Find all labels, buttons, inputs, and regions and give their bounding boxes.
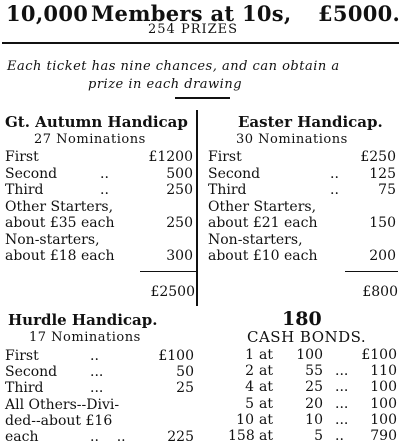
bond-amount: 20	[305, 395, 323, 412]
bond-count: 5	[245, 395, 254, 412]
prizes-count: 254 PRIZES	[148, 22, 239, 37]
hurdle-row-value: 225	[167, 429, 194, 445]
easter-row-label: about £10 each	[208, 248, 318, 264]
bond-at: at	[259, 428, 273, 444]
autumn-row-label: about £18 each	[5, 248, 115, 264]
bond-at: at	[259, 379, 273, 396]
note-line-1: Each ticket has nine chances, and can obtain a	[7, 59, 340, 74]
header-rule	[2, 42, 399, 44]
bond-dots: ...	[335, 363, 349, 380]
hurdle-row-value: £100	[158, 348, 194, 364]
hurdle-row-dots: ..	[90, 348, 99, 364]
bond-total: £100	[361, 347, 397, 363]
hurdle-row-value: 50	[176, 364, 194, 381]
hurdle-row-label: ded--about £16	[5, 412, 113, 429]
hurdle-row-label: First	[5, 348, 39, 364]
autumn-total-rule	[140, 271, 196, 272]
bond-amount: 25	[305, 379, 323, 396]
autumn-row-value: £1200	[148, 149, 193, 165]
hurdle-title: Hurdle Handicap.	[8, 311, 158, 329]
hurdle-row-label: each	[5, 429, 39, 445]
autumn-row-value: 250	[166, 182, 193, 198]
easter-row-label: Other Starters,	[208, 198, 317, 215]
bond-count: 1	[245, 347, 254, 363]
bond-at: at	[259, 363, 273, 380]
easter-nominations: 30 Nominations	[236, 132, 348, 147]
autumn-row-label: about £35 each	[5, 215, 115, 231]
easter-total-rule	[345, 271, 398, 272]
autumn-row-label: Other Starters,	[5, 198, 114, 215]
bond-dots: ...	[335, 411, 349, 428]
autumn-nominations: 27 Nominations	[34, 132, 146, 147]
easter-row-dots: ..	[330, 165, 339, 182]
bond-at: at	[259, 411, 273, 428]
bonds-title: CASH BONDS.	[247, 328, 367, 346]
hurdle-row-label: Third	[5, 380, 44, 397]
bond-count: 4	[245, 379, 254, 396]
short-divider	[175, 97, 230, 99]
total-amount: £5000.	[318, 1, 401, 26]
autumn-row-label: First	[5, 149, 39, 165]
members-title: Members at 10s,	[91, 1, 292, 26]
bond-total: 100	[370, 411, 397, 428]
bond-count: 158	[228, 428, 255, 444]
bond-amount: 55	[305, 363, 323, 380]
easter-row-dots: ..	[330, 182, 339, 198]
autumn-row-label: Third	[5, 182, 44, 198]
hurdle-row-dots: ...	[90, 364, 104, 381]
hurdle-row-dots: .. ..	[90, 429, 126, 445]
bonds-number: 180	[282, 308, 322, 330]
easter-row-label: about £21 each	[208, 215, 318, 231]
bond-dots: ..	[335, 428, 344, 444]
bond-amount: 100	[296, 347, 323, 363]
easter-row-label: Second	[208, 165, 261, 182]
hurdle-row-label: Second	[5, 364, 58, 381]
autumn-row-label: Non-starters,	[5, 231, 100, 248]
note-line-2: prize in each drawing	[88, 77, 243, 92]
column-divider	[196, 110, 198, 306]
autumn-row-value: 250	[166, 215, 193, 231]
easter-row-label: Non-starters,	[208, 231, 303, 248]
easter-row-value: 75	[378, 182, 396, 198]
members-count: 10,000	[6, 1, 89, 26]
easter-title: Easter Handicap.	[238, 113, 383, 131]
hurdle-nominations: 17 Nominations	[29, 330, 141, 345]
bond-amount: 10	[305, 411, 323, 428]
autumn-row-dots: ..	[100, 182, 109, 198]
easter-row-value: 150	[369, 215, 396, 231]
easter-row-value: 125	[369, 165, 396, 182]
autumn-total: £2500	[150, 284, 195, 300]
autumn-row-value: 500	[166, 165, 193, 182]
easter-row-value: 200	[369, 248, 396, 264]
autumn-row-value: 300	[166, 248, 193, 264]
autumn-row-label: Second	[5, 165, 58, 182]
easter-row-value: £250	[360, 149, 396, 165]
autumn-title: Gt. Autumn Handicap	[5, 113, 188, 131]
easter-row-label: First	[208, 149, 242, 165]
easter-row-label: Third	[208, 182, 247, 198]
bond-dots: ...	[335, 379, 349, 396]
bond-amount: 5	[314, 428, 323, 444]
bond-count: 2	[245, 363, 254, 380]
bond-at: at	[259, 395, 273, 412]
autumn-row-dots: ..	[100, 165, 109, 182]
bond-total: 110	[370, 363, 397, 380]
bond-total: 100	[370, 395, 397, 412]
bond-total: 100	[370, 379, 397, 396]
easter-total: £800	[362, 284, 398, 300]
bond-total: 790	[370, 428, 397, 444]
hurdle-row-value: 25	[176, 380, 194, 397]
bond-at: at	[259, 347, 273, 363]
bond-dots: ...	[335, 395, 349, 412]
hurdle-row-label: All Others--Divi-	[5, 396, 120, 413]
bond-count: 10	[236, 411, 254, 428]
hurdle-row-dots: ...	[90, 380, 104, 397]
